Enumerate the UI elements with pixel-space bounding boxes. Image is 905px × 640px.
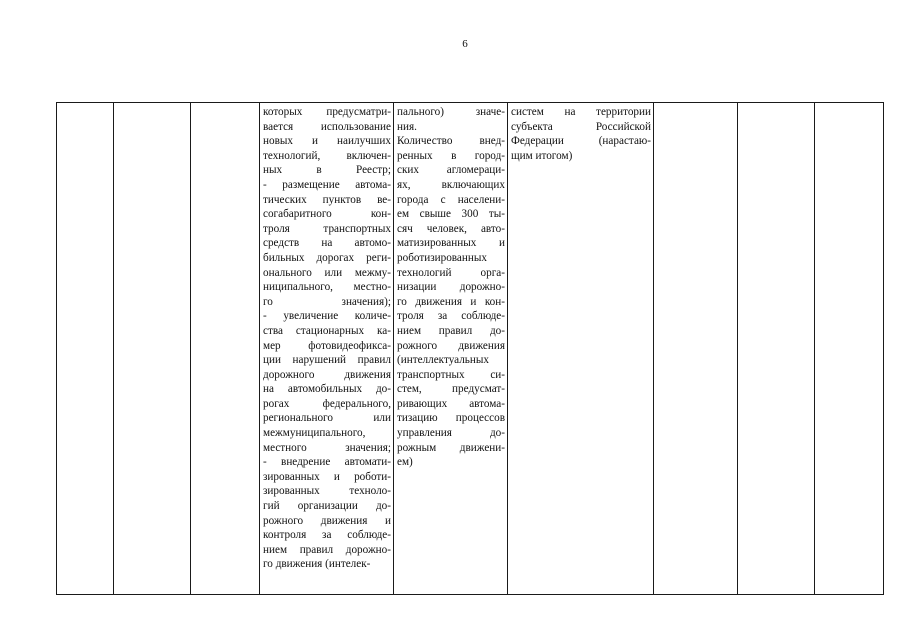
text-line: управления до- [397, 427, 505, 440]
table-cell-5 [394, 103, 508, 595]
text-line: города с населени- [397, 193, 505, 206]
text-line: рожного движения и [263, 514, 391, 527]
text-line: контроля за соблюде- [263, 529, 391, 542]
text-line: нием правил дорожно- [263, 543, 391, 556]
table-cell-7 [654, 103, 738, 595]
text-line: ния. [397, 120, 417, 133]
text-line: бильных дорогах реги- [263, 251, 391, 264]
text-line: мер фотовидеофикса- [263, 339, 391, 352]
table-row [57, 103, 884, 595]
text-line: рогах федерального, [263, 397, 391, 410]
text-line: гий организации до- [263, 500, 391, 513]
text-line: систем на территории [511, 106, 651, 118]
text-line: местного значения; [263, 441, 391, 454]
text-line: троля за соблюде- [397, 310, 505, 323]
text-line: ем свыше 300 ты- [397, 208, 505, 221]
text-line: рожным движени- [397, 441, 505, 454]
measure-text [511, 105, 651, 163]
text-line: - увеличение количе- [263, 310, 391, 323]
document-table [56, 102, 884, 595]
text-line: - размещение автома- [263, 178, 391, 191]
text-line: которых предусматри- [263, 106, 391, 118]
text-line: стем, предусмат- [397, 383, 505, 396]
text-line: технологий, включен- [263, 149, 391, 162]
text-line: Федерации (нарастаю- [511, 135, 651, 148]
table-cell-2 [114, 103, 191, 595]
text-line: рожного движения [397, 339, 505, 352]
text-line: вается использование [263, 120, 391, 133]
text-line: го движения и кон- [397, 295, 505, 308]
text-line: зированных и роботи- [263, 470, 391, 483]
table-cell-1 [57, 103, 114, 595]
text-line: пального) значе- [397, 106, 505, 118]
text-line: щим итогом) [511, 149, 573, 162]
table-cell-4 [260, 103, 394, 595]
table-cell-3 [191, 103, 260, 595]
text-line: ских агломераци- [397, 164, 505, 177]
text-line: (интеллектуальных [397, 354, 490, 367]
text-line: Количество внед- [397, 135, 505, 148]
text-line: троля транспортных [263, 222, 391, 235]
text-line: ства стационарных ка- [263, 324, 391, 337]
text-line: регионального или [263, 412, 391, 425]
text-line: ем) [397, 456, 413, 469]
text-line: нием правил до- [397, 324, 505, 337]
text-line: новых и наилучших [263, 135, 391, 148]
text-line: транспортных си- [397, 368, 505, 381]
text-line: - внедрение автомати- [263, 456, 391, 469]
table-cell-8 [738, 103, 815, 595]
text-line: сяч человек, авто- [397, 222, 505, 235]
text-line: технологий орга- [397, 266, 505, 279]
text-line: ривающих автома- [397, 397, 505, 410]
text-line: ции нарушений правил [263, 354, 391, 367]
page-number: 6 [462, 38, 468, 50]
text-line: го значения); [263, 295, 391, 308]
text-line: дорожного движения [263, 368, 391, 381]
text-line: роботизированных [397, 251, 487, 264]
text-line: тических пунктов ве- [263, 193, 391, 206]
text-line: ях, включающих [397, 178, 505, 191]
text-line: на автомобильных до- [263, 383, 391, 396]
text-line: субъекта Российской [511, 120, 651, 133]
text-line: ных в Реестр; [263, 164, 391, 177]
text-line: ниципального, местно- [263, 281, 391, 294]
text-line: ренных в город- [397, 149, 505, 162]
text-line: согабаритного кон- [263, 208, 391, 221]
text-line: низации дорожно- [397, 281, 505, 294]
text-line: тизацию процессов [397, 412, 505, 425]
table-cell-9 [815, 103, 884, 595]
text-line: зированных техноло- [263, 485, 391, 498]
activities-text [263, 105, 391, 572]
text-line: матизированных и [397, 237, 505, 250]
text-line: межмуниципального, [263, 427, 366, 440]
text-line: онального или межму- [263, 266, 391, 279]
text-line: средств на автомо- [263, 237, 391, 250]
text-line: го движения (интелек- [263, 558, 371, 571]
indicator-text [397, 105, 505, 470]
table-cell-6 [508, 103, 654, 595]
